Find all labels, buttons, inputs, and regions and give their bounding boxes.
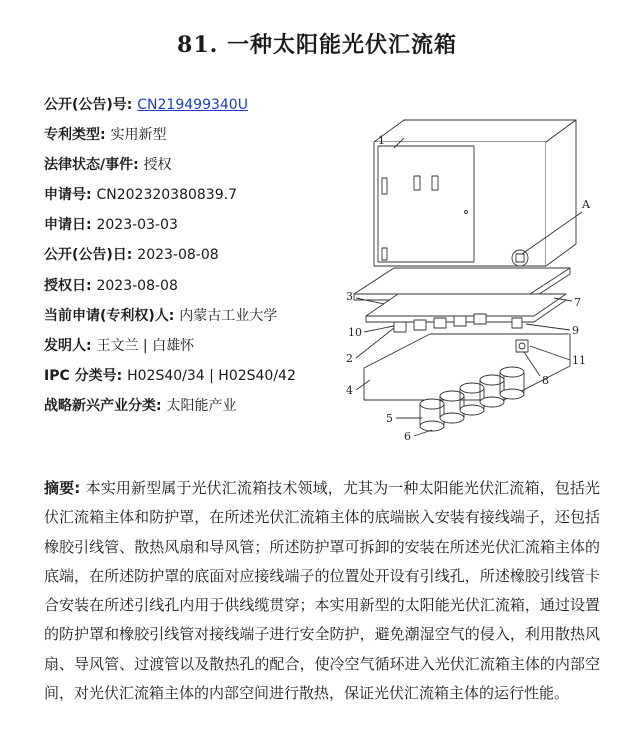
meta-row-application-number (44, 186, 344, 216)
meta-separator: : (168, 307, 180, 324)
meta-label: 申请号 (44, 187, 86, 204)
meta-separator: : (126, 247, 138, 264)
patent-figure (334, 108, 604, 452)
publication-number-link[interactable]: CN219499340U (137, 97, 248, 113)
meta-row-applicant (44, 307, 344, 337)
callout-A: A (582, 198, 590, 211)
abstract-separator: : (74, 479, 86, 497)
meta-value: 2023-08-08 (137, 247, 219, 264)
abstract-label: 摘要 (44, 479, 75, 497)
meta-label: 战略新兴产业分类 (44, 397, 156, 414)
meta-row-publication-number (44, 96, 344, 126)
meta-separator: : (86, 337, 97, 354)
meta-separator: : (86, 277, 97, 294)
meta-value: 2023-03-03 (96, 217, 178, 234)
meta-label: 公开(公告)日 (44, 247, 127, 264)
meta-value: 王文兰 | 白雄怀 (96, 337, 195, 354)
meta-row-industry (44, 397, 344, 427)
callout-1: 1 (378, 134, 385, 147)
callout-5: 5 (386, 412, 393, 425)
callout-10: 10 (348, 326, 362, 339)
abstract-text: 本实用新型属于光伏汇流箱技术领域，尤其为一种太阳能光伏汇流箱，包括光伏汇流箱主体和防护罩，在所述光伏汇流箱主体的底端嵌入安装有接线端子，还包括橡胶引线管、散热风扇和导风管；所述防护罩可拆卸的安装在所述光伏汇流箱主体的底端，在所述防护罩的底面对应接线端子的位置处开设有引线孔，所述橡胶引线管卡合安装在所述引线孔内用于供线缆贯穿；本实用新型的太阳能光伏汇流箱，通过设置的防护罩和橡胶引线管对接线端子进行安全防护，避免潮湿空气的侵入，利用散热风扇、导风管、过渡管以及散热孔的配合，使冷空气循环进入光伏汇流箱主体的内部空间，对光伏汇流箱主体的内部空间进行散热，保证光伏汇流箱主体的运行性能。 (44, 479, 600, 703)
meta-separator: : (86, 187, 97, 204)
cabinet-body (374, 120, 576, 142)
meta-row-inventors (44, 337, 344, 367)
patent-metadata (44, 96, 344, 427)
meta-row-legal-status (44, 156, 344, 186)
meta-value: H02S40/34 | H02S40/42 (127, 367, 296, 384)
meta-row-publication-date (44, 246, 344, 276)
meta-value: 授权 (143, 157, 172, 174)
callout-4: 4 (346, 384, 353, 397)
callout-2: 2 (346, 352, 353, 365)
abstract (44, 474, 600, 708)
meta-label: IPC 分类号 (44, 367, 117, 384)
meta-value: 2023-08-08 (96, 277, 178, 294)
meta-row-grant-date (44, 277, 344, 307)
page-title: 81. 一种太阳能光伏汇流箱 (177, 32, 457, 58)
meta-value: 太阳能产业 (166, 397, 237, 414)
callout-9: 9 (572, 324, 579, 337)
meta-label: 授权日 (44, 277, 86, 294)
meta-separator: : (126, 97, 138, 113)
meta-separator: : (86, 217, 97, 234)
meta-separator: : (156, 397, 167, 414)
meta-label: 申请日 (44, 217, 86, 234)
meta-row-ipc (44, 367, 344, 397)
meta-label: 发明人 (44, 337, 86, 354)
meta-row-patent-type (44, 126, 344, 156)
meta-separator: : (100, 127, 111, 144)
callout-3: 3 (346, 290, 353, 303)
meta-separator: : (116, 367, 128, 384)
meta-label: 专利类型 (44, 127, 100, 144)
meta-separator: : (133, 157, 144, 174)
meta-label: 法律状态/事件 (44, 157, 134, 174)
meta-label: 当前申请(专利权)人 (44, 307, 169, 324)
meta-value: 实用新型 (110, 127, 167, 144)
meta-row-application-date (44, 216, 344, 246)
meta-value: 内蒙古工业大学 (179, 307, 278, 324)
meta-label: 公开(公告)号 (44, 97, 127, 113)
callout-11: 11 (572, 354, 586, 367)
callout-8: 8 (542, 374, 549, 387)
meta-value: CN202320380839.7 (96, 187, 237, 204)
callout-7: 7 (574, 296, 581, 309)
callout-6: 6 (404, 430, 411, 443)
